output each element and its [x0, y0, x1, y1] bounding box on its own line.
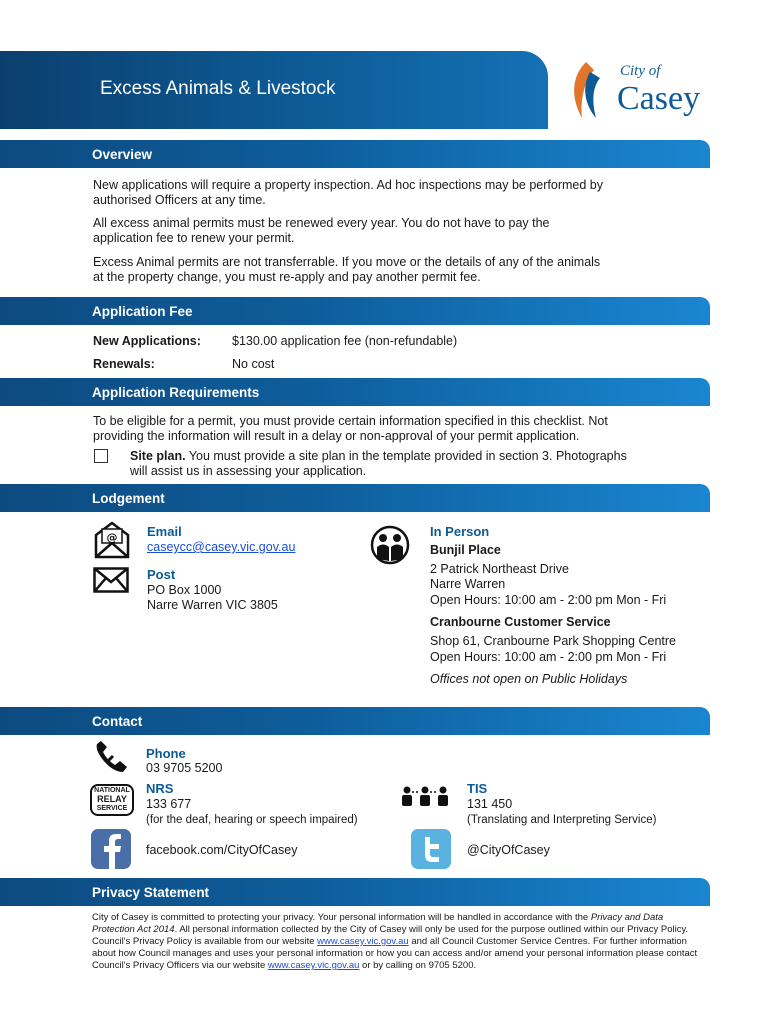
site-plan-checkbox[interactable] — [94, 449, 108, 463]
tis-label: TIS — [467, 781, 488, 796]
fee-section-bar — [0, 297, 710, 325]
fee-heading: Application Fee — [92, 304, 193, 319]
post-label: Post — [147, 567, 176, 582]
overview-paragraph-1 — [93, 178, 693, 208]
requirements-section-bar — [0, 378, 710, 406]
cranbourne-title: Cranbourne Customer Service — [430, 615, 611, 629]
privacy-text-1: City of Casey is committed to protecting your privacy. Your personal information will be handled in accordance with the — [92, 912, 591, 923]
nrs-number: 133 677 — [146, 797, 192, 811]
site-plan-item — [130, 449, 710, 479]
post-line-1: PO Box 1000 — [147, 583, 222, 597]
people-icon — [370, 525, 410, 565]
contact-heading: Contact — [92, 714, 143, 729]
cranbourne-hours: Open Hours: 10:00 am - 2:00 pm Mon - Fri — [430, 650, 667, 664]
contact-section-bar — [0, 707, 710, 735]
bunjil-address-2: Narre Warren — [430, 577, 506, 591]
envelope-icon — [93, 567, 129, 593]
twitter-icon[interactable] — [411, 829, 451, 869]
privacy-website-link-1[interactable]: www.casey.vic.gov.au — [317, 936, 409, 947]
bunjil-address-1: 2 Patrick Northeast Drive — [430, 562, 569, 576]
overview-paragraph-3 — [93, 255, 693, 285]
facebook-link[interactable]: facebook.com/CityOfCasey — [146, 843, 298, 857]
relay-badge-line1: NATIONAL — [94, 787, 130, 794]
relay-service-icon — [90, 784, 134, 816]
svg-text:@: @ — [106, 531, 118, 544]
nrs-label: NRS — [146, 781, 174, 796]
twitter-handle[interactable]: @CityOfCasey — [467, 843, 550, 857]
email-icon — [93, 521, 131, 559]
relay-badge-line3: SERVICE — [96, 805, 128, 812]
privacy-act-name: Privacy and Data Protection Act 2014 — [92, 912, 664, 935]
overview-p3-line1: Excess Animal permits are not transferrable. If you move or the details of any of the animals — [93, 255, 601, 269]
fee-renew-value: No cost — [232, 357, 275, 371]
phone-icon — [93, 740, 133, 776]
holidays-note: Offices not open on Public Holidays — [430, 672, 628, 686]
phone-number: 03 9705 5200 — [146, 761, 223, 775]
overview-p2-line1: All excess animal permits must be renewed every year. You do not have to pay the — [93, 216, 550, 230]
privacy-text — [92, 912, 707, 972]
in-person-label: In Person — [430, 524, 490, 539]
nrs-note: (for the deaf, hearing or speech impaired) — [146, 814, 358, 826]
privacy-text-2: . All personal information collected by the City of Casey will only be used for the purpose outlined within our Privacy Policy. Council's Privacy Policy is available from our website — [92, 924, 689, 947]
site-plan-text-2: will assist us in assessing your application. — [130, 464, 367, 478]
page-title: Excess Animals & Livestock — [100, 78, 336, 99]
facebook-icon[interactable] — [91, 829, 131, 869]
post-line-2: Narre Warren VIC 3805 — [147, 598, 278, 612]
email-label: Email — [147, 524, 182, 539]
overview-p1-line2: authorised Officers at any time. — [93, 193, 266, 207]
overview-p1-line1: New applications will require a property inspection. Ad hoc inspections may be performed by — [93, 178, 603, 192]
fee-new-value: $130.00 application fee (non-refundable) — [232, 334, 458, 348]
lodgement-section-bar — [0, 484, 710, 512]
fee-renew-label: Renewals: — [93, 357, 155, 371]
lodgement-heading: Lodgement — [92, 491, 165, 506]
tis-note: (Translating and Interpreting Service) — [467, 814, 657, 826]
privacy-text-3: and all Council Customer Service Centres. For further information about how Council manages and uses your personal information or how you can access and/or amend your personal information please contact Council's Privacy Officers via our website — [92, 936, 698, 971]
fee-new-label: New Applications: — [93, 334, 201, 348]
privacy-section-bar — [0, 878, 710, 906]
privacy-heading: Privacy Statement — [92, 885, 210, 900]
overview-paragraph-2 — [93, 216, 693, 246]
requirements-intro-line1: To be eligible for a permit, you must provide certain information specified in this checklist. Not — [93, 414, 608, 428]
logo-text-casey: Casey — [617, 80, 701, 117]
bunjil-title: Bunjil Place — [430, 543, 501, 557]
site-plan-bold: Site plan. — [130, 449, 186, 463]
overview-section-bar — [0, 140, 710, 168]
site-plan-text: You must provide a site plan in the template provided in section 3. Photographs — [188, 449, 627, 463]
cranbourne-address: Shop 61, Cranbourne Park Shopping Centre — [430, 634, 676, 648]
email-link[interactable]: caseycc@casey.vic.gov.au — [147, 540, 296, 554]
overview-heading: Overview — [92, 147, 153, 162]
privacy-text-4: or by calling on 9705 5200. — [359, 960, 477, 971]
requirements-intro — [93, 414, 693, 444]
interpreter-people-icon — [400, 786, 450, 806]
phone-label: Phone — [146, 746, 186, 761]
requirements-intro-line2: providing the information will result in a delay or non-approval of your permit application. — [93, 429, 580, 443]
requirements-heading: Application Requirements — [92, 385, 260, 400]
logo-text-city-of: City of — [620, 63, 661, 79]
overview-p3-line2: at the property change, you must re-apply and pay another permit fee. — [93, 270, 481, 284]
bunjil-hours: Open Hours: 10:00 am - 2:00 pm Mon - Fri — [430, 593, 667, 607]
relay-badge-line2: RELAY — [97, 794, 127, 804]
tis-number: 131 450 — [467, 797, 513, 811]
overview-p2-line2: application fee to renew your permit. — [93, 231, 295, 245]
privacy-website-link-2[interactable]: www.casey.vic.gov.au — [267, 960, 360, 971]
